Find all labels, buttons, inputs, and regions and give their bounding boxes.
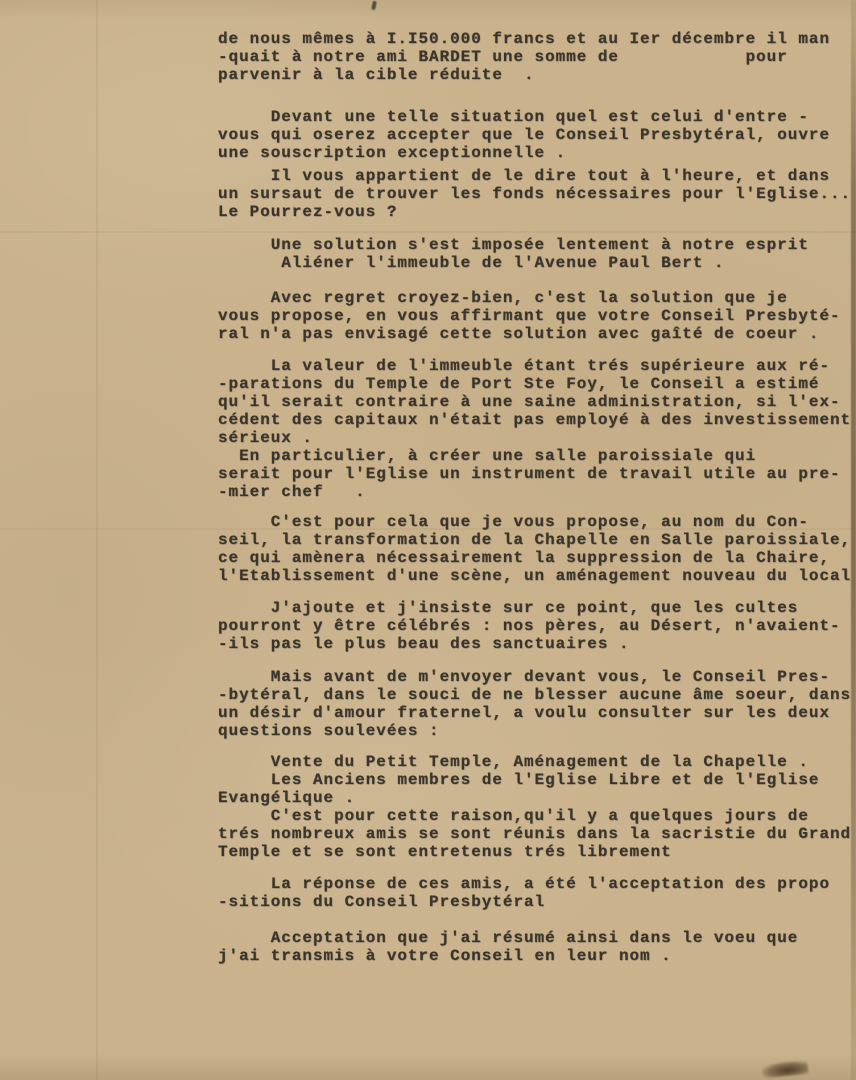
text-line: l'Etablissement d'une scène, un aménagement nouveau du local (218, 567, 852, 585)
text-line: de nous mêmes à I.I50.000 francs et au Ier décembre il man (218, 30, 830, 48)
text-line: questions soulevées : (218, 722, 440, 740)
paragraph (218, 236, 856, 272)
text-line: Aliéner l'immeuble de l'Avenue Paul Bert . (218, 254, 725, 272)
text-line: Le Pourrez-vous ? (218, 203, 398, 221)
text-line: trés nombreux amis se sont réunis dans la sacristie du Grand (218, 825, 852, 843)
text-line: sérieux . (218, 429, 313, 447)
text-line: serait pour l'Eglise un instrument de travail utile au pre- (218, 465, 841, 483)
paragraph (218, 167, 856, 221)
text-line: Avec regret croyez-bien, c'est la solution que je (218, 289, 788, 307)
text-line: -quait à notre ami BARDET une somme de pour (218, 48, 788, 66)
text-line: ral n'a pas envisagé cette solution avec gaîté de coeur . (218, 325, 820, 343)
text-line: Temple et se sont entretenus trés librement (218, 843, 672, 861)
text-line: -parations du Temple de Port Ste Foy, le Conseil a estimé (218, 375, 820, 393)
paragraph (218, 753, 856, 861)
text-line: -sitions du Conseil Presbytéral (218, 893, 546, 911)
paragraph (218, 289, 856, 343)
text-line: C'est pour cette raison,qu'il y a quelques jours de (218, 807, 809, 825)
text-line: Les Anciens membres de l'Eglise Libre et de l'Eglise (218, 771, 820, 789)
text-line: seil, la transformation de la Chapelle en Salle paroissiale, (218, 531, 852, 549)
paragraph (218, 599, 856, 653)
text-line: vous qui oserez accepter que le Conseil Presbytéral, ouvre (218, 126, 830, 144)
paragraph (218, 30, 856, 84)
text-line: -ils pas le plus beau des sanctuaires . (218, 635, 630, 653)
text-line: un désir d'amour fraternel, a voulu consulter sur les deux (218, 704, 830, 722)
text-line: Evangélique . (218, 789, 356, 807)
text-line: La valeur de l'immeuble étant trés supérieure aux ré- (218, 357, 830, 375)
text-line: J'ajoute et j'insiste sur ce point, que les cultes (218, 599, 799, 617)
paragraph (218, 929, 856, 965)
text-line: C'est pour cela que je vous propose, au nom du Con- (218, 513, 809, 531)
text-line: -mier chef . (218, 483, 366, 501)
text-line: vous propose, en vous affirmant que votre Conseil Presbyté- (218, 307, 841, 325)
text-line: -bytéral, dans le souci de ne blesser aucune âme soeur, dans (218, 686, 852, 704)
text-line: pourront y être célébrés : nos pères, au Désert, n'avaient- (218, 617, 841, 635)
text-line: ce qui amènera nécessairement la suppression de la Chaire, (218, 549, 830, 567)
text-line: Une solution s'est imposée lentement à notre esprit (218, 236, 809, 254)
paragraph (218, 668, 856, 740)
text-line: Vente du Petit Temple, Aménagement de la Chapelle . (218, 753, 809, 771)
text-line: cédent des capitaux n'était pas employé à des investissement (218, 411, 852, 429)
text-line: Il vous appartient de le dire tout à l'heure, et dans (218, 167, 830, 185)
text-line: j'ai transmis à votre Conseil en leur nom . (218, 947, 672, 965)
paragraph (218, 357, 856, 501)
paragraph (218, 513, 856, 585)
paragraph (218, 875, 856, 911)
text-line: qu'il serait contraire à une saine administration, si l'ex- (218, 393, 841, 411)
text-line: Mais avant de m'envoyer devant vous, le Conseil Pres- (218, 668, 830, 686)
paragraph (218, 108, 856, 162)
text-line: Devant une telle situation quel est celui d'entre - (218, 108, 809, 126)
text-line: Acceptation que j'ai résumé ainsi dans le voeu que (218, 929, 799, 947)
text-line: parvenir à la cible réduite . (218, 66, 535, 84)
text-line: une souscription exceptionnelle . (218, 144, 567, 162)
text-line: un sursaut de trouver les fonds nécessaires pour l'Eglise... (218, 185, 852, 203)
text-line: En particulier, à créer une salle paroissiale qui (218, 447, 757, 465)
text-line: La réponse de ces amis, a été l'acceptation des propo (218, 875, 830, 893)
